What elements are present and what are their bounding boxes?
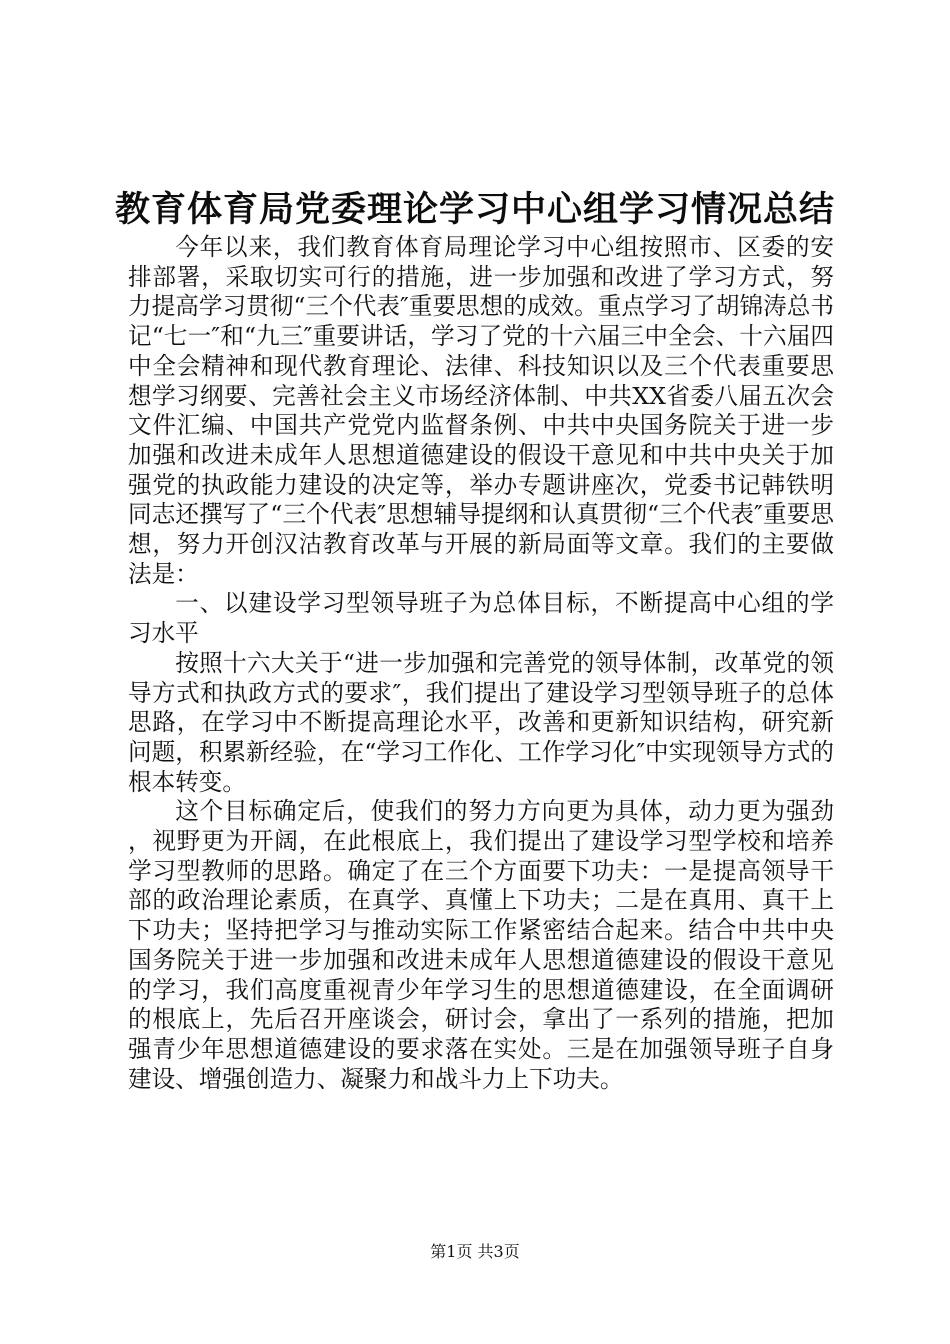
document-title: 教育体育局党委理论学习中心组学习情况总结	[114, 190, 835, 230]
paragraph-goals: 这个目标确定后，使我们的努力方向更为具体，动力更为强劲，视野更为开阔，在此根底上，我们提出了建设学习型学校和培养学习型教师的思路。确定了在三个方面要下功夫：一是提高领导干部的政治理论素质，在真学、真懂上下功夫；二是在真用、真干上下功夫；坚持把学习与推动实际工作紧密结合起来。结合中共中央国务院关于进一步加强和改进未成年人思想道德建设的假设干意见的学习，我们高度重视青少年学习生的思想道德建设，在全面调研的根底上，先后召开座谈会，研讨会，拿出了一系列的措施，把加强青少年思想道德建设的要求落在实处。三是在加强领导班子自身建设、增强创造力、凝聚力和战斗力上下功夫。	[128, 797, 834, 1093]
paragraph-section-heading: 一、以建设学习型领导班子为总体目标，不断提高中心组的学习水平	[128, 589, 834, 648]
page-footer	[0, 1241, 950, 1263]
page-number: 第1页	[430, 1242, 473, 1261]
paragraph-intro: 今年以来，我们教育体育局理论学习中心组按照市、区委的安排部署，采取切实可行的措施，进一步加强和改进了学习方式，努力提高学习贯彻“三个代表″重要思想的成效。重点学习了胡锦涛总书记“七一″和“九三″重要讲话，学习了党的十六届三中全会、十六届四中全会精神和现代教育理论、法律、科技知识以及三个代表重要思想学习纲要、完善社会主义市场经济体制、中共XX省委八届五次会文件汇编、中国共产党党内监督条例、中共中央国务院关于进一步加强和改进未成年人思想道德建设的假设干意见和中共中央关于加强党的执政能力建设的决定等，举办专题讲座次，党委书记韩铁明同志还撰写了“三个代表″思想辅导提纲和认真贯彻“三个代表″重要思想，努力开创汉沽教育改革与开展的新局面等文章。我们的主要做法是：	[128, 233, 834, 588]
document-body	[128, 233, 834, 1094]
page-total: 共3页	[477, 1242, 520, 1261]
paragraph-approach: 按照十六大关于“进一步加强和完善党的领导体制，改革党的领导方式和执政方式的要求″，我们提出了建设学习型领导班子的总体思路，在学习中不断提高理论水平，改善和更新知识结构，研究新问题，积累新经验，在“学习工作化、工作学习化″中实现领导方式的根本转变。	[128, 648, 834, 796]
